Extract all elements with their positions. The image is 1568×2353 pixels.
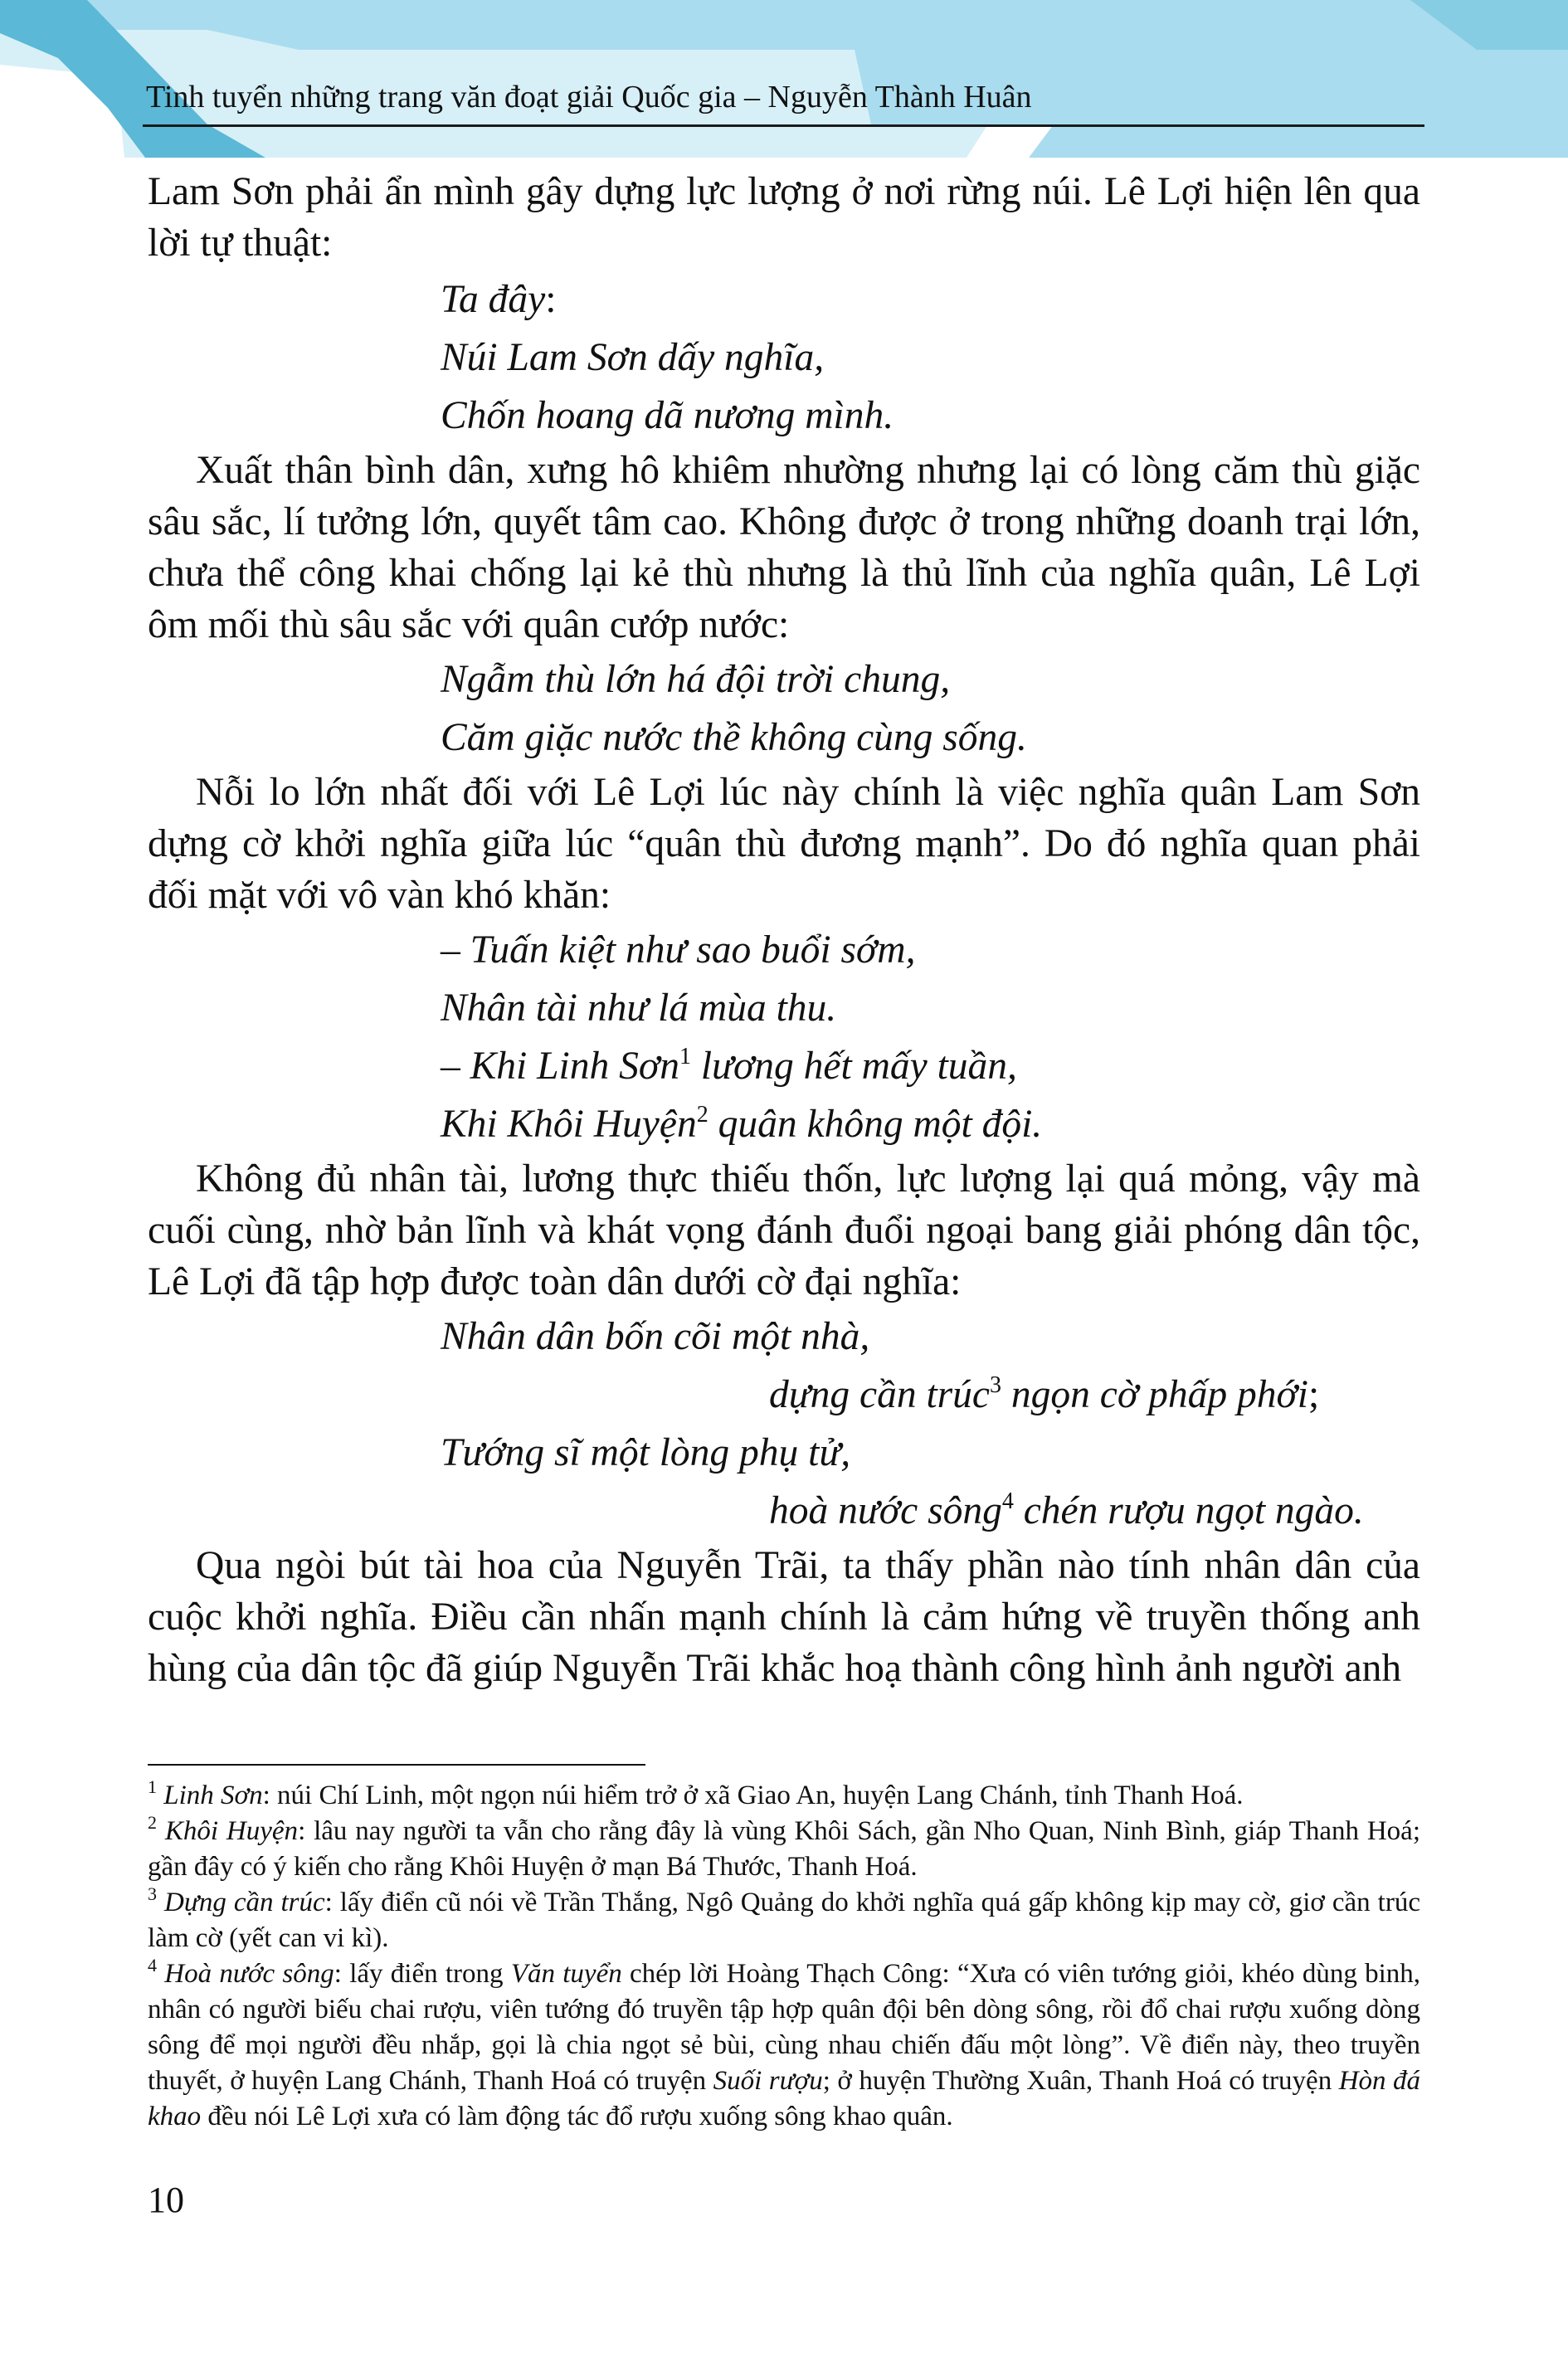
footnote-4-text-3: ; ở huyện Thường Xuân, Thanh Hoá có truyện — [822, 2066, 1339, 2096]
verse-1-line-1-text: Ta đây — [441, 278, 546, 321]
verse-4-line-2-end: ; — [1308, 1373, 1320, 1416]
footnote-4-text-4: đều nói Lê Lợi xưa có làm động tác đổ rượu xuống sông khao quân. — [201, 2102, 953, 2131]
header-title: Tinh tuyển những trang văn đoạt giải Quốc gia – Nguyễn Thành Huân — [146, 80, 1032, 114]
verse-4-line-4 — [441, 1482, 1420, 1540]
body-text — [148, 166, 1420, 1694]
footnote-ref-2[interactable]: 2 — [696, 1102, 709, 1128]
verse-4-line-3: Tướng sĩ một lòng phụ tử, — [441, 1431, 851, 1474]
footnote-4-book-3: Hòn đá khao — [148, 2066, 1421, 2131]
footnote-4 — [148, 1956, 1420, 2135]
verse-4-line-4-a: hoà nước sông — [769, 1489, 1002, 1532]
verse-2-line-2: Căm giặc nước thề không cùng sống. — [441, 716, 1027, 759]
header-rule — [143, 124, 1424, 127]
verse-1-colon: : — [545, 278, 557, 321]
verse-3-line-1: – Tuấn kiệt như sao buổi sớm, — [441, 928, 916, 972]
verse-2-line-1: Ngẫm thù lớn há đội trời chung, — [441, 658, 951, 701]
verse-4-line-2-b: ngọn cờ phấp phới — [1001, 1373, 1308, 1416]
footnote-4-number: 4 — [148, 1955, 157, 1975]
paragraph-2: Xuất thân bình dân, xưng hô khiêm nhường nhưng lại có lòng căm thù giặc sâu sắc, lí tưởng lớn, quyết tâm cao. Không được ở trong những doanh trại lớn, chưa thể công khai chống lại kẻ thù nhưng là thủ lĩnh của nghĩa quân, Lê Lợi ôm mối thù sâu sắc với quân cướp nước: — [148, 449, 1420, 646]
verse-1-line-3: Chốn hoang dã nương mình. — [441, 394, 894, 437]
footnote-4-term: Hoà nước sông — [164, 1959, 334, 1989]
footnote-3 — [148, 1885, 1420, 1956]
verse-1-line-2: Núi Lam Sơn dấy nghĩa, — [441, 336, 825, 379]
verse-4-line-2-a: dựng cần trúc — [769, 1373, 991, 1416]
verse-4-line-2 — [441, 1366, 1420, 1424]
verse-3 — [148, 921, 1420, 1153]
footnote-2-text: : lâu nay người ta vẫn cho rằng đây là vùng Khôi Sách, gần Nho Quan, Ninh Bình, giáp Thanh Hoá; gần đây có ý kiến cho rằng Khôi Huyện ở mạn Bá Thước, Thanh Hoá. — [148, 1816, 1420, 1882]
page-number: 10 — [148, 2180, 184, 2220]
footnote-1 — [148, 1778, 1420, 1814]
verse-1 — [148, 270, 1420, 445]
verse-3-line-3 — [441, 1037, 1420, 1095]
verse-3-line-2: Nhân tài như lá mùa thu. — [441, 987, 837, 1030]
footnote-ref-3[interactable]: 3 — [990, 1372, 1002, 1398]
footnote-3-text: : lấy điển cũ nói về Trần Thắng, Ngô Quảng do khởi nghĩa quá gấp không kịp may cờ, giơ cần trúc làm cờ (yết can vi kì). — [148, 1888, 1420, 1953]
verse-3-line-3-b: lương hết mấy tuần, — [690, 1045, 1017, 1088]
verse-3-line-4-a: Khi Khôi Huyện — [441, 1103, 697, 1146]
footnote-2-term: Khôi Huyện — [164, 1816, 299, 1846]
footnote-4-book-1: Văn tuyển — [510, 1959, 622, 1989]
footnote-ref-4[interactable]: 4 — [1001, 1488, 1014, 1514]
verse-3-line-4 — [441, 1095, 1420, 1153]
footnote-1-number: 1 — [148, 1776, 157, 1797]
verse-4-line-4-b: chén rượu ngọt ngào. — [1013, 1489, 1364, 1532]
verse-3-line-3-a: – Khi Linh Sơn — [441, 1045, 679, 1088]
verse-2 — [148, 650, 1420, 767]
footnote-3-term: Dựng cần trúc — [164, 1888, 325, 1917]
footnote-2 — [148, 1814, 1420, 1885]
footnote-ref-1[interactable]: 1 — [679, 1044, 691, 1069]
verse-1-line-1 — [441, 270, 1420, 329]
footnotes — [148, 1778, 1420, 2135]
paragraph-3: Nỗi lo lớn nhất đối với Lê Lợi lúc này chính là việc nghĩa quân Lam Sơn dựng cờ khởi nghĩa giữa lúc “quân thù đương mạnh”. Do đó nghĩa quan phải đối mặt với vô vàn khó khăn: — [148, 771, 1420, 917]
paragraph-5: Qua ngòi bút tài hoa của Nguyễn Trãi, ta thấy phần nào tính nhân dân của cuộc khởi nghĩa. Điều cần nhấn mạnh chính là cảm hứng về truyền thống anh hùng của dân tộc đã giúp Nguyễn Trãi khắc hoạ thành công hình ảnh người anh — [148, 1544, 1420, 1690]
footnote-1-term: Linh Sơn — [163, 1781, 263, 1810]
verse-3-line-4-b: quân không một đội. — [708, 1103, 1043, 1146]
footnote-4-book-2: Suối rượu — [713, 2066, 823, 2096]
footnote-3-number: 3 — [148, 1883, 157, 1904]
paragraph-4: Không đủ nhân tài, lương thực thiếu thốn, lực lượng lại quá mỏng, vậy mà cuối cùng, nhờ bản lĩnh và khát vọng đánh đuổi ngoại bang giải phóng dân tộc, Lê Lợi đã tập hợp được toàn dân dưới cờ đại nghĩa: — [148, 1157, 1420, 1303]
footnote-1-text: : núi Chí Linh, một ngọn núi hiểm trở ở xã Giao An, huyện Lang Chánh, tỉnh Thanh Hoá. — [262, 1781, 1244, 1810]
verse-4-line-1: Nhân dân bốn cõi một nhà, — [441, 1315, 870, 1358]
footnote-2-number: 2 — [148, 1812, 157, 1833]
paragraph-1: Lam Sơn phải ẩn mình gây dựng lực lượng ở nơi rừng núi. Lê Lợi hiện lên qua lời tự thuật: — [148, 170, 1420, 265]
footnote-rule — [148, 1764, 645, 1766]
verse-4 — [148, 1308, 1420, 1540]
footnote-4-text-2: chép lời Hoàng Thạch Công: “Xưa có viên tướng giỏi, khéo dùng binh, nhân có người biếu chai rượu, viên tướng đó truyền tập hợp quân đội bên dòng sông, rồi đổ chai rượu xuống dòng sông để mọi người đều nhắp, gọi là chia ngọt sẻ bùi, cùng nhau chiến đấu một lòng”. Về điển này, theo truyền thuyết, ở huyện Lang Chánh, Thanh Hoá có truyện — [148, 1959, 1421, 2096]
footnote-4-text-1: : lấy điển trong — [334, 1959, 511, 1989]
